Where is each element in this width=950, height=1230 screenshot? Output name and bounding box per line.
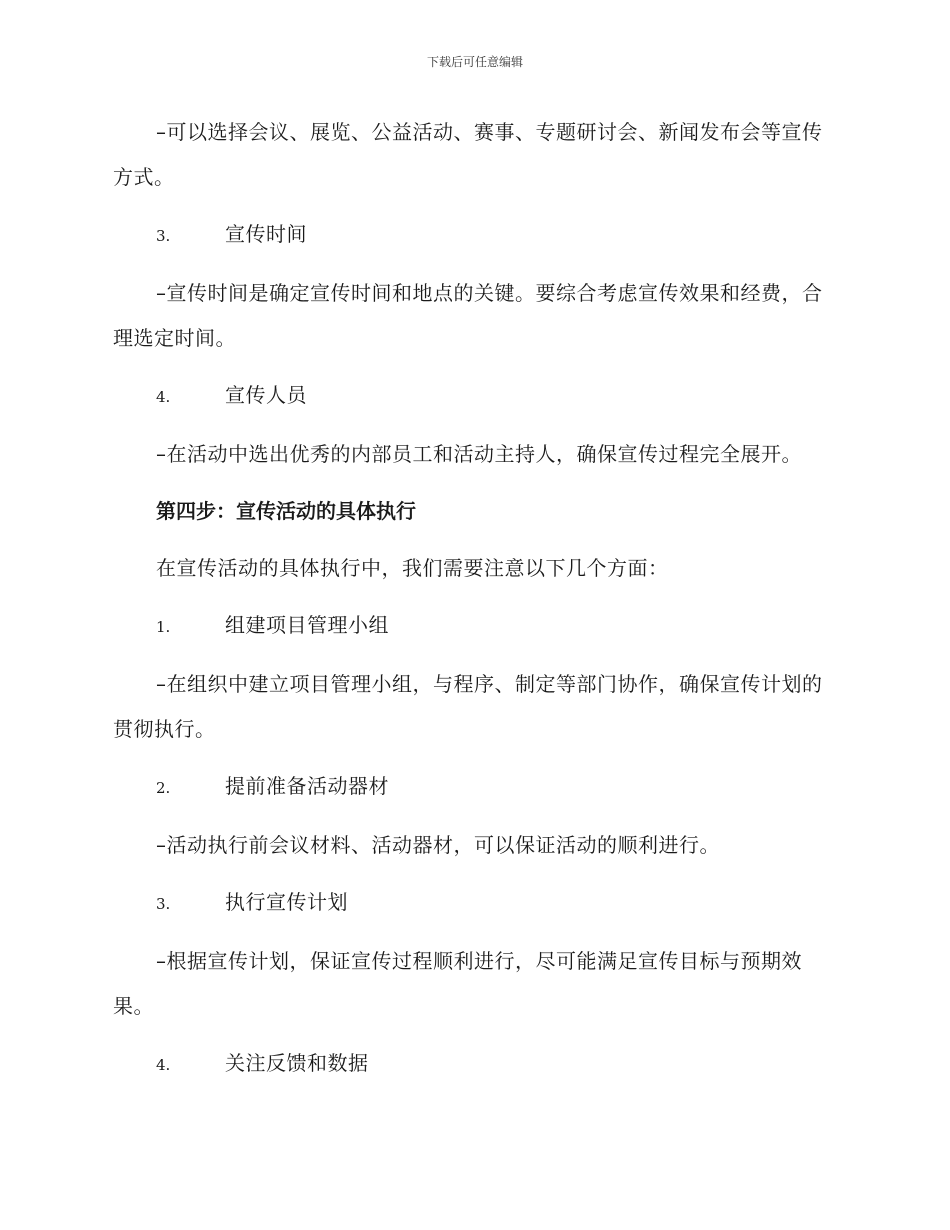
list-item-label: 执行宣传计划 [225, 890, 348, 914]
list-item-feedback-data [113, 1041, 825, 1088]
list-item-label: 组建项目管理小组 [225, 613, 389, 637]
list-number: 4. [156, 388, 171, 406]
list-item-label: 宣传时间 [225, 222, 307, 246]
paragraph-promotion-staff: –在活动中选出优秀的内部员工和活动主持人，确保宣传过程完全展开。 [156, 442, 802, 466]
list-number: 2. [156, 779, 171, 797]
list-number: 3. [156, 895, 171, 913]
list-number: 4. [156, 1056, 171, 1074]
paragraph-equipment: –活动执行前会议材料、活动器材，可以保证活动的顺利进行。 [156, 833, 720, 857]
paragraph-execution-intro: 在宣传活动的具体执行中，我们需要注意以下几个方面： [156, 556, 669, 580]
list-item-label: 提前准备活动器材 [225, 774, 389, 798]
list-number: 1. [156, 618, 171, 636]
list-item-equipment [113, 764, 825, 811]
paragraph-project-team: –在组织中建立项目管理小组，与程序、制定等部门协作，确保宣传计划的贯彻执行。 [113, 672, 823, 741]
list-number: 3. [156, 227, 171, 245]
paragraph-execute-plan: –根据宣传计划，保证宣传过程顺利进行，尽可能满足宣传目标与预期效果。 [113, 949, 802, 1018]
list-item-project-team [113, 603, 825, 650]
section-heading-step-four: 第四步：宣传活动的具体执行 [156, 499, 416, 523]
paragraph-promotion-methods: –可以选择会议、展览、公益活动、赛事、专题研讨会、新闻发布会等宣传方式。 [113, 120, 823, 189]
list-item-label: 关注反馈和数据 [225, 1051, 369, 1075]
list-item-execute-plan [113, 880, 825, 927]
list-item-promotion-time [113, 212, 825, 259]
list-item-promotion-staff [113, 373, 825, 420]
paragraph-promotion-time: –宣传时间是确定宣传时间和地点的关键。要综合考虑宣传效果和经费，合理选定时间。 [113, 281, 823, 350]
page-header: 下载后可任意编辑 [426, 55, 523, 69]
list-item-label: 宣传人员 [225, 383, 307, 407]
document-body [113, 110, 825, 1100]
